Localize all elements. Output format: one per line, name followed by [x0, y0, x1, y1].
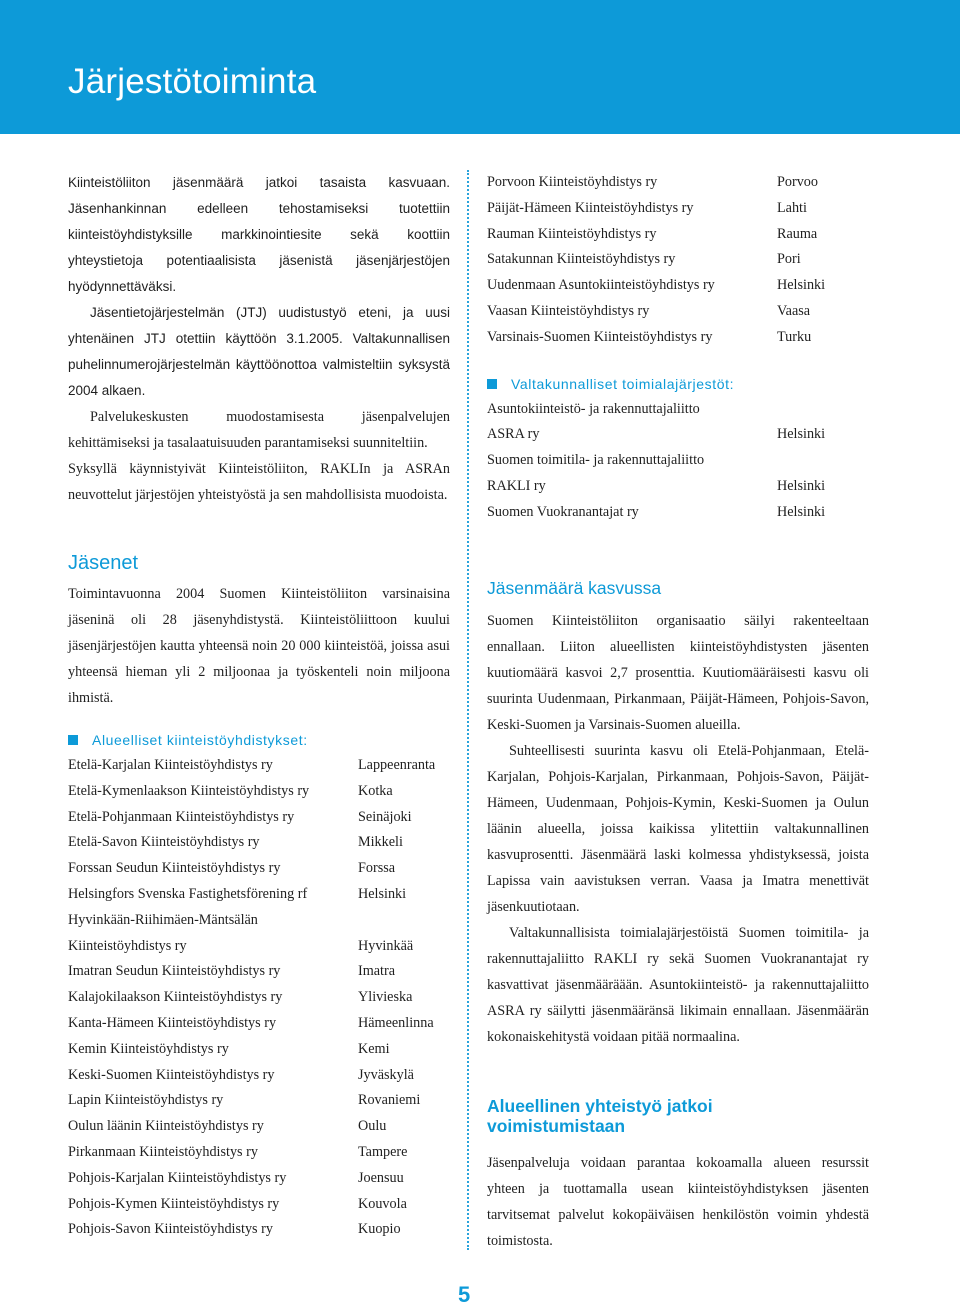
list-item — [487, 422, 879, 448]
growth-paragraph-2: Suhteellisesti suurinta kasvu oli Etelä-Pohjanmaan, Etelä-Karjalan, Pohjois-Karjalan, Pirkanmaan, Pohjois-Savon, Päijät-Hämeen, Uudenmaan, Pohjois-Kymin, Keski-Suomen ja Oulun läänin alueella, joissa kaikissa ylitettiin valtakunnallinen kasvuprosentti. Jäsenmäärä laski kolmessa yhdistyksessä, joista Lapissa vain aavistuksen verran. Vaasa ja Imatra menettivät jäsenkuutiotaan. — [487, 743, 869, 915]
association-city: Lahti — [777, 199, 807, 216]
regional-association-list — [68, 753, 450, 1243]
right-column — [487, 170, 879, 526]
association-city: Rovaniemi — [358, 1092, 421, 1109]
association-name: Etelä-Kymenlaakson Kiinteistöyhdistys ry — [68, 782, 310, 799]
association-name: Päijät-Hämeen Kiinteistöyhdistys ry — [487, 199, 694, 216]
association-name: Rauman Kiinteistöyhdistys ry — [487, 225, 657, 242]
list-item — [68, 882, 450, 908]
association-name: Etelä-Pohjanmaan Kiinteistöyhdistys ry — [68, 808, 295, 825]
association-name: Satakunnan Kiinteistöyhdistys ry — [487, 251, 676, 268]
list-item — [487, 397, 879, 423]
list-item — [68, 753, 450, 779]
association-city: Helsinki — [777, 477, 826, 494]
regional-heading — [68, 727, 450, 753]
cooperation-section — [487, 1150, 869, 1254]
list-item — [68, 805, 450, 831]
association-city: Porvoo — [777, 174, 818, 190]
association-city: Ylivieska — [358, 989, 413, 1006]
national-organization-list — [487, 397, 879, 526]
association-name: Oulun läänin Kiinteistöyhdistys ry — [68, 1118, 264, 1135]
regional-heading-label: Alueelliset kiinteistöyhdistykset: — [92, 732, 308, 748]
association-name: Pohjois-Savon Kiinteistöyhdistys ry — [68, 1221, 273, 1238]
association-city: Jyväskylä — [358, 1066, 414, 1083]
association-city: Pori — [777, 251, 801, 268]
association-city: Helsinki — [777, 503, 826, 520]
association-name: Suomen Vuokranantajat ry — [487, 503, 639, 520]
list-item — [487, 273, 879, 299]
list-item — [68, 959, 450, 985]
association-city: Seinäjoki — [358, 808, 412, 825]
association-city: Hyvinkää — [358, 937, 414, 954]
association-name: Kemin Kiinteistöyhdistys ry — [68, 1040, 229, 1057]
association-name: Kalajokilaakson Kiinteistöyhdistys ry — [68, 989, 283, 1006]
national-heading-label: Valtakunnalliset toimialajärjestöt: — [511, 375, 735, 392]
association-name: Kiinteistöyhdistys ry — [68, 937, 187, 954]
column-divider — [467, 170, 469, 1250]
intro-paragraph-1: Kiinteistöliiton jäsenmäärä jatkoi tasaista kasvuaan. Jäsenhankinnan edelleen tehostamiseksi tuotettiin kiinteistöyhdistyksille markkinointiesite sekä koottiin yhteystietoja potentiaalisista jäsenistä jäsenjärjestöjen hyödynnettäväksi. — [68, 175, 450, 294]
members-heading: Jäsenet — [68, 552, 139, 574]
association-name: Helsingfors Svenska Fastighetsförening rf — [68, 885, 308, 902]
association-city: Oulu — [358, 1118, 387, 1135]
association-city: Helsinki — [777, 277, 826, 294]
list-item — [487, 325, 879, 351]
list-item — [487, 247, 879, 273]
regional-association-list-continued — [487, 170, 879, 351]
list-item — [68, 1140, 450, 1166]
association-city: Helsinki — [358, 885, 407, 902]
page-title: Järjestötoiminta — [68, 62, 317, 101]
association-name: Pirkanmaan Kiinteistöyhdistys ry — [68, 1143, 258, 1160]
list-item — [68, 1011, 450, 1037]
association-city: Tampere — [358, 1143, 408, 1160]
association-name: Hyvinkään-Riihimäen-Mäntsälän — [68, 911, 258, 928]
list-item — [68, 1192, 450, 1218]
list-item — [487, 299, 879, 325]
association-city: Forssa — [358, 860, 396, 877]
list-item — [68, 1063, 450, 1089]
association-name: Vaasan Kiinteistöyhdistys ry — [487, 302, 650, 319]
association-name: Asuntokiinteistö- ja rakennuttajaliitto — [487, 400, 700, 417]
association-city: Kuopio — [358, 1221, 401, 1238]
association-city: Kouvola — [358, 1195, 407, 1212]
list-item — [68, 1166, 450, 1192]
national-heading — [487, 371, 879, 397]
list-item — [68, 856, 450, 882]
association-name: Varsinais-Suomen Kiinteistöyhdistys ry — [487, 328, 713, 345]
list-item — [68, 779, 450, 805]
association-name: Pohjois-Karjalan Kiinteistöyhdistys ry — [68, 1169, 287, 1186]
growth-heading: Jäsenmäärä kasvussa — [487, 578, 662, 598]
list-item — [68, 1114, 450, 1140]
page-header — [0, 0, 960, 134]
association-name: Pohjois-Kymen Kiinteistöyhdistys ry — [68, 1195, 280, 1212]
intro-paragraph-2: Jäsentietojärjestelmän (JTJ) uudistustyö eteni, ja uusi yhtenäinen JTJ otettiin käyttöön 3.1.2005. Valtakunnallisen puhelinnumerojärjestelmän käyttöönottoa valmisteltiin syksystä 2004 alkaen. — [68, 305, 450, 398]
members-paragraph: Toimintavuonna 2004 Suomen Kiinteistöliiton varsinaisina jäseninä oli 28 jäsenyhdistystä. Kiinteistöliittoon kuului jäsenjärjestöjen kautta yhteensä noin 20 000 kiinteistöä, joissa asui yhteensä hieman yli 2 miljoonaa ja työskenteli noin miljoona ihmistä. — [68, 586, 450, 706]
association-name: Uudenmaan Asuntokiinteistöyhdistys ry — [487, 277, 715, 294]
growth-paragraph-3: Valtakunnallisista toimialajärjestöistä Suomen toimitila- ja rakennuttajaliitto RAKLI ry sekä Suomen Vuokranantajat ry kasvattivat jäsenmääräään. Asuntokiinteistö- ja rakennuttajaliitto ASRA ry säilytti jäsenmääränsä likimain ennallaan. Jäsenmäärän kokonaiskehitystä voidaan pitää normaalina. — [487, 925, 869, 1045]
association-name: RAKLI ry — [487, 477, 546, 494]
association-city: Lappeenranta — [358, 757, 436, 773]
square-bullet-icon — [487, 379, 497, 389]
association-name: Imatran Seudun Kiinteistöyhdistys ry — [68, 963, 281, 980]
square-bullet-icon — [68, 735, 78, 745]
association-city: Imatra — [358, 963, 396, 980]
association-name: Lapin Kiinteistöyhdistys ry — [68, 1092, 224, 1109]
association-city: Hämeenlinna — [358, 1014, 434, 1031]
cooperation-paragraph: Jäsenpalveluja voidaan parantaa kokoamalla alueen resurssit yhteen ja tuottamalla usean kiinteistöyhdistyksen jäsenten tarvitsemat palvelut kokopäiväisen henkilöstön voimin yhdestä toimistosta. — [487, 1155, 869, 1249]
association-name: Porvoon Kiinteistöyhdistys ry — [487, 174, 658, 190]
association-city: Helsinki — [777, 426, 826, 443]
list-item — [487, 474, 879, 500]
left-column — [68, 170, 450, 1243]
page-number: 5 — [458, 1282, 471, 1307]
growth-section — [487, 608, 869, 1050]
list-item — [68, 1217, 450, 1243]
intro-paragraph-3: Palvelukeskusten muodostamisesta jäsenpalvelujen kehittämiseksi ja tasalaatuisuuden parantamiseksi suunniteltiin. — [68, 409, 450, 451]
list-item — [68, 830, 450, 856]
association-name: Kanta-Hämeen Kiinteistöyhdistys ry — [68, 1014, 277, 1031]
association-name: Forssan Seudun Kiinteistöyhdistys ry — [68, 860, 281, 877]
list-item — [487, 196, 879, 222]
association-city: Kotka — [358, 782, 393, 799]
association-city: Mikkeli — [358, 834, 403, 851]
association-name: Etelä-Savon Kiinteistöyhdistys ry — [68, 834, 260, 851]
association-name: ASRA ry — [487, 426, 540, 443]
list-item — [68, 908, 450, 934]
association-name: Keski-Suomen Kiinteistöyhdistys ry — [68, 1066, 275, 1083]
cooperation-heading: Alueellinen yhteistyö jatkoi voimistumistaan — [487, 1096, 713, 1136]
list-item — [68, 985, 450, 1011]
association-name: Etelä-Karjalan Kiinteistöyhdistys ry — [68, 757, 273, 773]
association-city: Kemi — [358, 1040, 390, 1057]
association-city: Rauma — [777, 225, 818, 242]
growth-paragraph-1: Suomen Kiinteistöliiton organisaatio säilyi rakenteeltaan ennallaan. Liiton alueellisten kiinteistöyhdistysten jäsenten kuutiomäärä kasvoi 2,7 prosenttia. Kuutiomääräisesti kasvu oli suurinta Uudenmaan, Pirkanmaan, Päijät-Hämeen, Pohjois-Savon, Keski-Suomen ja Varsinais-Suomen alueilla. — [487, 613, 869, 733]
list-item — [68, 1088, 450, 1114]
association-name: Suomen toimitila- ja rakennuttajaliitto — [487, 452, 705, 469]
list-item — [68, 934, 450, 960]
list-item — [487, 448, 879, 474]
association-city: Joensuu — [358, 1169, 404, 1186]
list-item — [68, 1037, 450, 1063]
list-item — [487, 222, 879, 248]
intro-paragraph-4: Syksyllä käynnistyivät Kiinteistöliiton, RAKLIn ja ASRAn neuvottelut järjestöjen yhteistyöstä ja sen mahdollisista muodoista. — [68, 461, 450, 503]
association-city: Vaasa — [777, 302, 811, 319]
list-item — [487, 170, 879, 196]
list-item — [487, 500, 879, 526]
association-city: Turku — [777, 328, 812, 345]
